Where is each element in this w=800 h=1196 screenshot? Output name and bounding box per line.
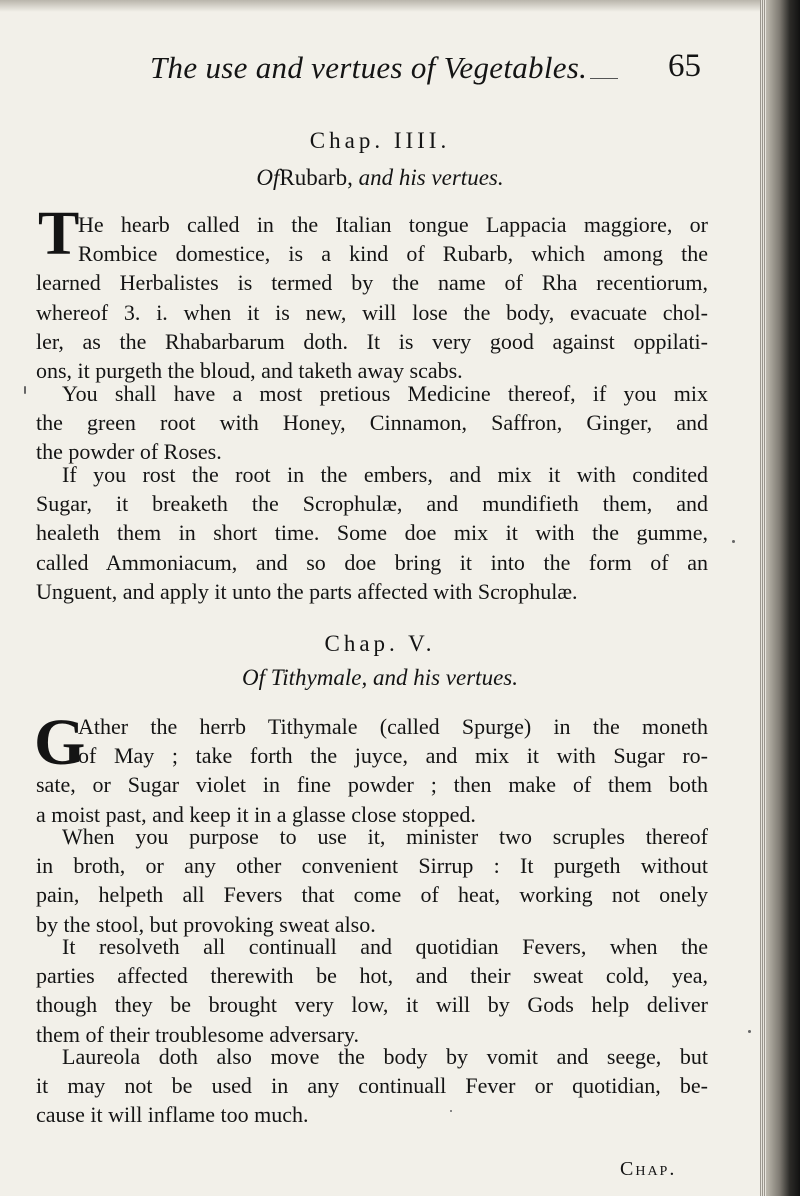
text-line: by the stool, but provoking sweat also.: [36, 911, 376, 937]
text-line: Unguent, and apply it unto the parts affected with Scrophulæ.: [36, 578, 578, 604]
page-number: 65: [668, 48, 701, 84]
chapter-5-dropcap: G: [34, 706, 86, 779]
catchword: Chap.: [620, 1158, 677, 1180]
text-line: in broth, or any other convenient Sirrup : It purgeth without: [36, 853, 708, 879]
text-line: It resolveth all continuall and quotidian Fevers, when the: [62, 934, 708, 959]
text-line: it may not be used in any continuall Fever or quotidian, be-: [36, 1073, 708, 1099]
chapter-5-paragraph-1: [34, 706, 708, 829]
text-line: ler, as the Rhabarbarum doth. It is very good against oppilati-: [36, 328, 708, 354]
chapter-5-subtitle: [0, 665, 760, 691]
chapter-5-paragraph-3: [36, 932, 708, 1049]
chapter-4-heading: Chap. IIII.: [309, 128, 451, 153]
chapter-4-paragraph-1: [36, 210, 708, 385]
text-line: though they be brought very low, it will by Gods help deliver: [36, 992, 708, 1018]
text-line: Sugar, it breaketh the Scrophulæ, and mundifieth them, and: [36, 491, 708, 517]
running-head: The use and vertues of Vegetables.: [150, 50, 588, 85]
chapter-5-paragraph-4: [36, 1042, 708, 1130]
text-line: Laureola doth also move the body by vomit and seege, but: [62, 1044, 708, 1069]
text-line: sate, or Sugar violet in fine powder ; then make of them both: [36, 772, 708, 798]
ink-speck: [24, 386, 26, 394]
chapter-4-subtitle-suffix: and his vertues.: [358, 165, 504, 190]
text-line: healeth them in short time. Some doe mix it with the gumme,: [36, 520, 708, 546]
text-line: pain, helpeth all Fevers that come of heat, working not onely: [36, 882, 708, 908]
page-top-shadow: [0, 0, 800, 12]
text-line: Ather the herrb Tithymale (called Spurge) in the moneth: [78, 714, 708, 739]
text-line: Rombice domestice, is a kind of Rubarb, which among the: [78, 241, 708, 267]
text-line: learned Herbalistes is termed by the name of Rha recentiorum,: [36, 270, 708, 296]
text-line: parties affected therewith be hot, and their sweat cold, yea,: [36, 963, 708, 989]
text-line: cause it will inflame too much.: [36, 1102, 309, 1128]
chapter-4-subtitle: [0, 165, 760, 191]
text-line: called Ammoniacum, and so doe bring it into the form of an: [36, 549, 708, 575]
chapter-4-dropcap: T: [38, 200, 80, 268]
chapter-4-subtitle-prefix: Of: [256, 165, 280, 190]
text-line: a moist past, and keep it in a glasse close stopped.: [36, 801, 476, 827]
chapter-5-paragraph-2: [36, 822, 708, 939]
text-line: He hearb called in the Italian tongue Lappacia maggiore, or: [78, 212, 708, 237]
header-rule: [590, 78, 618, 79]
text-line: the powder of Roses.: [36, 439, 222, 465]
chapter-5-subtitle-text: Of Tithymale, and his vertues.: [242, 665, 518, 690]
text-line: the green root with Honey, Cinnamon, Saffron, Ginger, and: [36, 410, 708, 436]
text-line: of May ; take forth the juyce, and mix it with Sugar ro-: [78, 743, 708, 769]
text-line: You shall have a most pretious Medicine thereof, if you mix: [62, 381, 708, 406]
text-line: When you purpose to use it, minister two scruples thereof: [62, 824, 708, 849]
ink-speck: [450, 1110, 452, 1112]
chapter-5-heading: Chap. V.: [324, 631, 436, 656]
chapter-4-subtitle-main: Rubarb,: [279, 165, 353, 190]
text-line: them of their troublesome adversary.: [36, 1021, 359, 1047]
text-line: If you rost the root in the embers, and mix it with condited: [62, 462, 708, 487]
ink-speck: [748, 1030, 751, 1033]
chapter-4-paragraph-3: [36, 460, 708, 606]
text-line: whereof 3. i. when it is new, will lose the body, evacuate chol-: [36, 299, 708, 325]
book-spine-edge: [766, 0, 800, 1196]
ink-speck: [732, 540, 735, 543]
chapter-4-paragraph-2: [36, 379, 708, 467]
text-line: ons, it purgeth the bloud, and taketh away scabs.: [36, 357, 463, 383]
